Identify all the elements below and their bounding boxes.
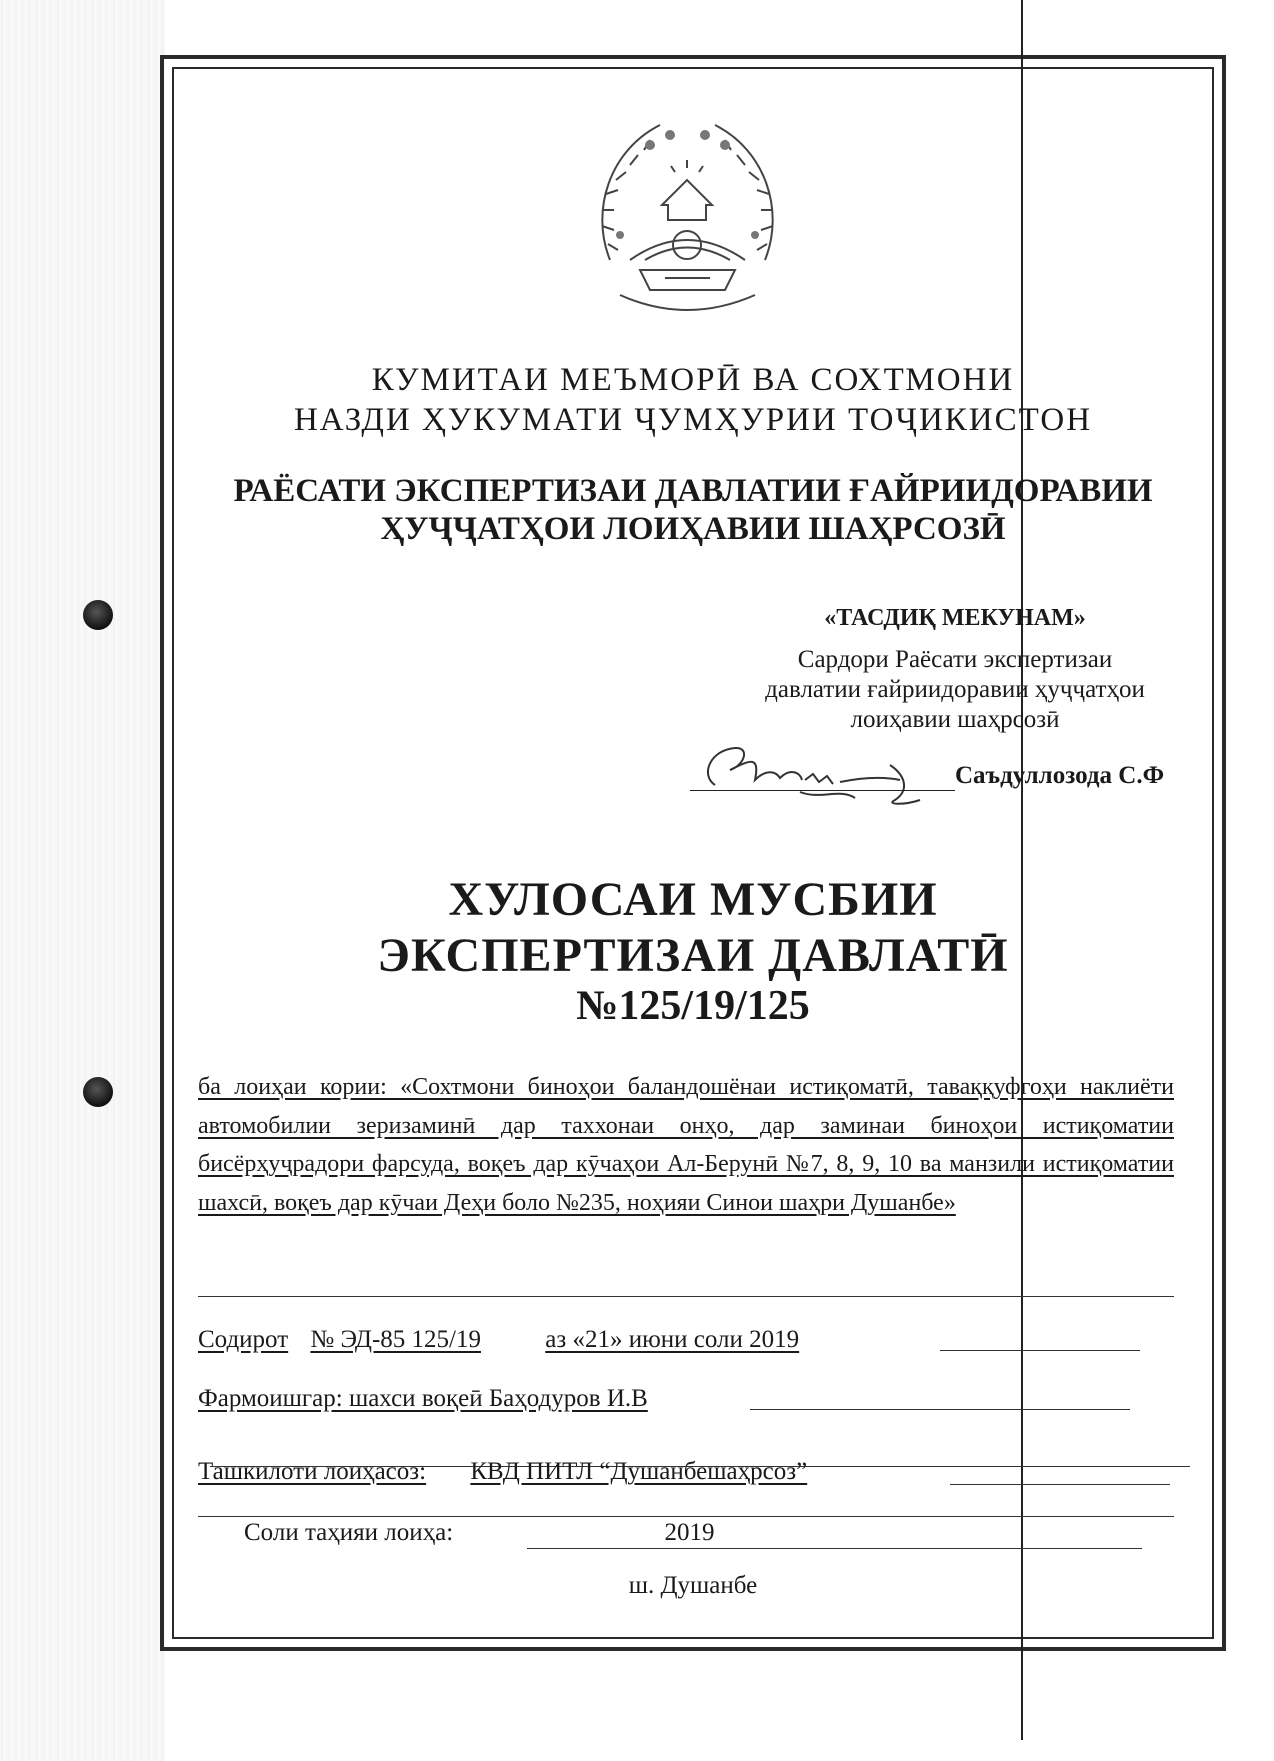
title-line-2: ЭКСПЕРТИЗАИ ДАВЛАТӢ bbox=[377, 929, 1009, 982]
ministry-line-2: НАЗДИ ҲУКУМАТИ ҶУМҲУРИИ ТОҶИКИСТОН bbox=[293, 402, 1093, 438]
approval-title: «ТАСДИҚ МЕКУНАМ» bbox=[824, 605, 1086, 631]
issued-date: аз «21» июни соли 2019 bbox=[545, 1326, 800, 1353]
punch-hole-top bbox=[83, 600, 113, 630]
office-line-2: ҲУҶҶАТҲОИ ЛОИҲАВИИ ШАҲРСОЗӢ bbox=[380, 511, 1006, 547]
blank-rule-1 bbox=[198, 1296, 1174, 1297]
approval-line-2: давлатии ғайриидоравии ҳуҷҷатҳои bbox=[765, 676, 1145, 703]
designer-label: Ташкилоти лоиҳасоз: bbox=[198, 1458, 427, 1485]
approval-line-3: лоиҳавии шаҳрсозӣ bbox=[850, 706, 1060, 733]
approval-line-1: Сардори Раёсати экспертизаи bbox=[797, 646, 1113, 673]
customer-rule bbox=[750, 1409, 1130, 1410]
project-description: ба лоиҳаи кории: «Сохтмони биноҳои баландошёнаи истиқоматӣ, таваққуфгоҳи наклиёти автомобилии зеризаминӣ дар таххонаи онҳо, дар заминаи биноҳои истиқоматии бисёрҳуҷрадори фарсуда, воқеъ дар кӯчаҳои Ал-Берунӣ №7, 8, 9, 10 ва манзили истиқоматии шахсӣ, воқеъ дар кӯчаи Деҳи боло №235, ноҳияи Синои шаҳри Душанбе» bbox=[198, 1074, 1174, 1216]
designer-value: КВД ПИТЛ “Душанбешаҳрсоз” bbox=[470, 1458, 808, 1485]
office-line-1: РАЁСАТИ ЭКСПЕРТИЗАИ ДАВЛАТИИ ҒАЙРИИДОРАВИИ bbox=[233, 473, 1153, 509]
office-name bbox=[172, 472, 1214, 548]
signer-name: Саъдуллозода С.Ф bbox=[955, 762, 1165, 789]
scan-edge-shading bbox=[0, 0, 165, 1761]
punch-hole-bottom bbox=[83, 1077, 113, 1107]
title-line-1: ХУЛОСАИ МУСБИИ bbox=[448, 873, 938, 926]
issued-field bbox=[198, 1325, 799, 1355]
city-name: ш. Душанбе bbox=[628, 1572, 758, 1599]
issued-number: № ЭД-85 125/19 bbox=[310, 1326, 481, 1353]
year-value: 2019 bbox=[664, 1519, 715, 1546]
approval-block bbox=[690, 603, 1220, 735]
handwritten-signature bbox=[690, 730, 960, 815]
year-rule bbox=[527, 1548, 1142, 1549]
designer-field bbox=[198, 1457, 807, 1487]
state-emblem-icon bbox=[590, 110, 785, 315]
designer-rule bbox=[950, 1484, 1170, 1485]
year-field bbox=[244, 1518, 789, 1548]
ministry-name bbox=[172, 360, 1214, 440]
scan-vertical-line bbox=[1021, 0, 1023, 1740]
customer-value: Фармоишгар: шахси воқеӣ Баҳодуров И.В bbox=[198, 1385, 648, 1412]
issued-label: Содирот bbox=[198, 1326, 289, 1353]
document-number: №125/19/125 bbox=[576, 983, 810, 1029]
blank-rule-3 bbox=[198, 1516, 1174, 1517]
issued-rule bbox=[940, 1350, 1140, 1351]
document-title bbox=[172, 872, 1214, 984]
customer-field bbox=[198, 1384, 648, 1414]
year-label: Соли таҳияи лоиҳа: bbox=[244, 1519, 454, 1546]
signature-line bbox=[690, 790, 955, 791]
ministry-line-1: КУМИТАИ МЕЪМОРӢ ВА СОХТМОНИ bbox=[371, 362, 1015, 398]
